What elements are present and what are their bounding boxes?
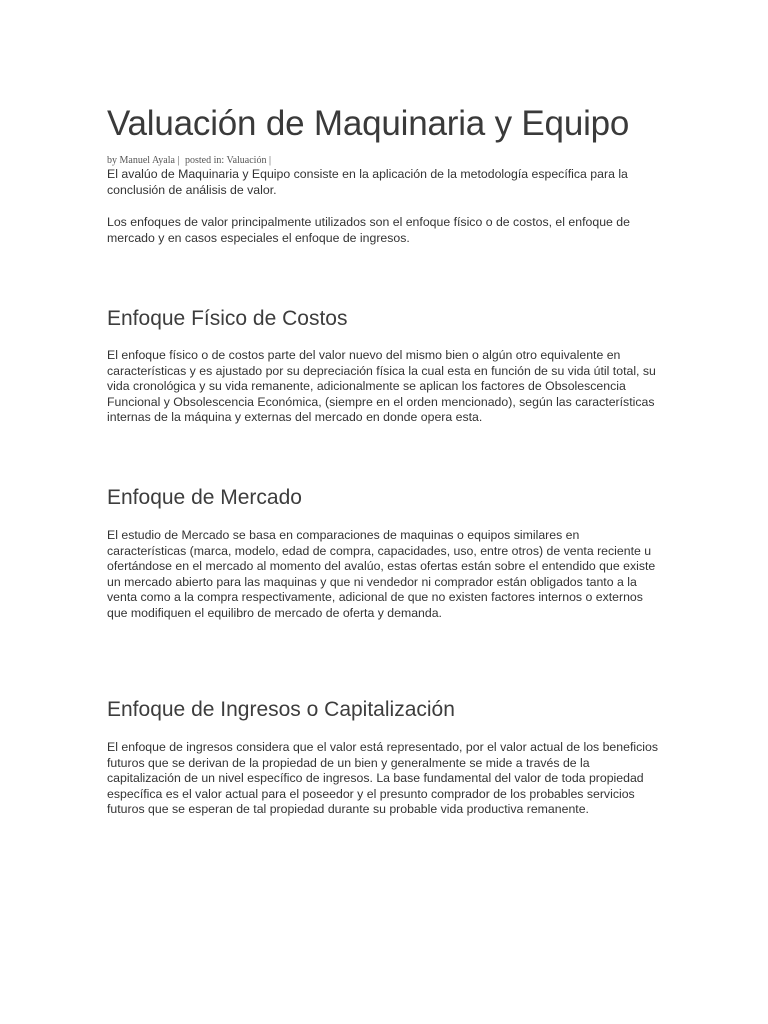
intro-paragraph-1: El avalúo de Maquinaria y Equipo consiste en la aplicación de la metodología específica para la conclusión de análisis de valor. [107, 167, 628, 197]
section-heading-ingresos: Enfoque de Ingresos o Capitalización [107, 698, 455, 721]
page-title: Valuación de Maquinaria y Equipo [107, 104, 630, 143]
author-byline: by Manuel Ayala | [107, 155, 180, 166]
post-meta [107, 155, 274, 167]
section-body-mercado: El estudio de Mercado se basa en comparaciones de maquinas o equipos similares en características (marca, modelo, edad de compra, capacidades, uso, entre otros) de venta reciente u ofertándose en el mercado al momento del avalúo, estas ofertas están sobre el entendido que existe un mercado abierto para las maquinas y que ni vendedor ni comprador están obligados tanto a la venta como a la compra respectivamente, adicional de que no existen factores internos o externos que modifiquen el equilibro de mercado de oferta y demanda. [107, 528, 656, 620]
section-body-costos: El enfoque físico o de costos parte del valor nuevo del mismo bien o algún otro equivalente en características y es ajustado por su depreciación física la cual esta en función de su vida útil total, su vida cronológica y su vida remanente, adicionalmente se aplican los factores de Obsolescencia Funcional y Obsolescencia Económica, (siempre en el orden mencionado), según las características internas de la máquina y externas del mercado en donde opera esta. [107, 348, 656, 425]
intro-paragraph-2: Los enfoques de valor principalmente utilizados son el enfoque físico o de costos, el enfoque de mercado y en casos especiales el enfoque de ingresos. [107, 215, 630, 245]
section-body-ingresos: El enfoque de ingresos considera que el valor está representado, por el valor actual de los beneficios futuros que se derivan de la propiedad de un bien y generalmente se mide a través de la capitalización de un nivel específico de ingresos. La base fundamental del valor de toda propiedad específica es el valor actual para el poseedor y el presunto comprador de los probables servicios futuros que se esperan de tal propiedad durante su probable vida productiva remanente. [107, 740, 658, 817]
section-heading-mercado: Enfoque de Mercado [107, 486, 302, 509]
category-link[interactable]: posted in: Valuación | [184, 155, 271, 166]
section-heading-costos: Enfoque Físico de Costos [107, 307, 348, 330]
